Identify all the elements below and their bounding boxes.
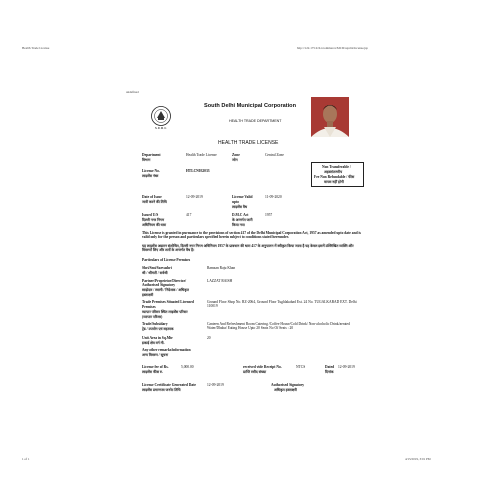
field-trade-value: Canteen And Refreshment Room Catering /Coffee House/Cold Drink/ Non-alcoholic Drink/aerated Water/Dhaba/ Eating House Upto 20 Seats No Of Seats : 20 [207, 322, 350, 331]
non-transferable-line1-hi: अहस्तांतरणीय [324, 170, 343, 174]
receipt-label-hi: प्राप्ति रसीद संख्या [243, 370, 267, 374]
license-no-label: License No. [142, 169, 160, 173]
valid-upto-label: License Valid [232, 195, 253, 199]
zone-label-hi: जोन [232, 158, 238, 162]
dmc-act-label-hi-2: किया गया [232, 223, 245, 227]
issued-us-value: 417 [186, 213, 192, 217]
issue-date-label: Date of Issue [142, 195, 162, 199]
field-premises-label-hi-2: (व्यापार परिसर) [142, 315, 163, 319]
fee-dated-label-hi: दिनांक [325, 370, 334, 374]
field-partner-label-hi: साझेदार / स्वामी / निदेशक / अधिकृत [142, 288, 189, 292]
field-area-value: 20 [207, 336, 211, 340]
field-area-label: Unit Area in Sq.Mtr [142, 336, 173, 340]
field-partner-label-2: Authorised Signatory [142, 283, 176, 287]
department-value: Health Trade License [186, 153, 217, 157]
fee-label-hi: लाइसेंस फीस रु. [142, 370, 163, 374]
top-note: undefined [126, 90, 139, 94]
seal-caption: S.D.M.C. [154, 126, 168, 130]
department-label: Department [142, 153, 161, 157]
valid-upto-label-hi: लाइसेंस वैध [232, 205, 248, 209]
print-footer-right: 4/15/2019, 3:01 PM [405, 457, 431, 461]
org-name: South Delhi Municipal Corporation [204, 103, 296, 109]
cert-date-label-hi: लाइसेंस प्रमाणपत्र जनरेट तिथि [142, 388, 181, 392]
dmc-act-label-hi: के अन्तर्गत जारी [232, 218, 253, 222]
print-header-left: Health Trade License [22, 46, 50, 50]
receipt-label: received vide Receipt No. [243, 365, 282, 369]
field-partner-label-hi-2: हस्ताक्षरी [142, 293, 154, 297]
field-area-label-hi: इकाई क्षेत्र वर्ग मी. [142, 341, 165, 345]
license-no-value: HTLCN032033 [186, 169, 210, 173]
field-name-label: Shri/Smt/Sarvashri [142, 266, 172, 270]
particulars-heading: Particulars of License Premises [142, 258, 191, 262]
field-trade-label-hi: ट्रेड / उपयोग एवं सहायक [142, 327, 174, 331]
holder-photo [311, 97, 349, 137]
grant-text-en: This License is granted in pursuance to the provisions of section 417 of the Delhi Municipal Corporation Act, 1957 as amended upto date and is valid only for the person and particulars specified herein subject to conditions stated hereunder. [142, 231, 361, 240]
dmc-act-label: D.M.C Act [232, 213, 249, 217]
issued-us-label: Issued U/S [142, 213, 159, 217]
issued-us-label-hi: दिल्ली नगर निगम [142, 218, 165, 222]
field-partner-value: LAZZAT RAISH [207, 279, 233, 283]
field-trade-label: Trade/Subsidary [142, 322, 168, 326]
department-name: HEALTH TRADE DEPARTMENT [229, 119, 282, 123]
field-premises-label: Trade Premises Situated Licensed [142, 300, 194, 304]
license-no-label-hi: लाइसेंस नंबर [142, 174, 159, 178]
print-header-url: http://122.175.9.X/ecommerce/MCD/reprintLicense.jsp [297, 46, 368, 50]
cert-date-label: License Certificate Generated Date [142, 383, 196, 387]
receipt-value: NTCS [296, 365, 306, 369]
field-premises-label-2: Premises [142, 305, 156, 309]
valid-upto-value: 11-09-2020 [265, 195, 282, 199]
issued-us-label-hi-2: अधिनियम की धारा [142, 223, 167, 227]
license-title: HEALTH TRADE LICENSE [218, 140, 279, 146]
fee-label: License fee of Rs. [142, 365, 169, 369]
non-transferable-line2: Fee Non Refundable / फीस [314, 175, 355, 179]
authorised-signatory-label-hi: अधिकृत हस्ताक्षरी [274, 388, 297, 392]
zone-label: Zone [232, 153, 240, 157]
authorised-signatory-label: Authorised Signatory [271, 383, 305, 387]
fee-value: 5,000.00 [181, 365, 194, 369]
zone-value: Central Zone [265, 153, 284, 157]
print-footer-left: 1 of 1 [22, 457, 30, 461]
field-premises-label-hi: व्यापार परिसर स्थित लाइसेंस परिसर [142, 310, 188, 314]
fee-dated-label: Dated [325, 365, 335, 369]
issue-date-value: 12-09-2019 [186, 195, 203, 199]
sdmc-seal-logo [150, 105, 172, 131]
department-label-hi: विभाग [142, 158, 151, 162]
field-remarks-label-hi: अन्य विवरण / सूचना [142, 353, 169, 357]
issue-date-label-hi: जारी करने की तिथि [142, 200, 167, 204]
field-name-value: Ramzan Raju Khan [207, 266, 236, 270]
field-name-label-hi: श्री / श्रीमती / सर्वश्री [142, 271, 168, 275]
dmc-act-value: 1957 [265, 213, 273, 217]
fee-dated-value: 12-09-2019 [338, 365, 355, 369]
cert-date-value: 12-09-2019 [207, 383, 224, 387]
non-transferable-line3: वापस नहीं होगी [324, 180, 344, 184]
field-partner-label: Partner/Proprietor/Director/ [142, 279, 187, 283]
field-remarks-label: Any other remarks/information [142, 348, 191, 352]
non-transferable-line1: Non Transferable / [322, 165, 351, 169]
grant-text-hi: यह लाइसेंस अद्यतन संशोधित, दिल्ली नगर निगम अधिनियम 1957 के प्रावधान की धारा 417 के अनुपालन में स्वीकृत किया जाता है यह केवल इसमें उल्लिखित व्यक्ति और विवरणों लिए और शर्तों के अन्तर्गत वैध है। [142, 244, 354, 253]
valid-upto-label-2: upto [232, 200, 239, 204]
field-premises-value: Ground Floor Shop No. RZ-2064, Ground Floor Tughlakabad Ext. 24 No. TUGALKABAD EXT. Delhi 110019 [207, 300, 357, 309]
